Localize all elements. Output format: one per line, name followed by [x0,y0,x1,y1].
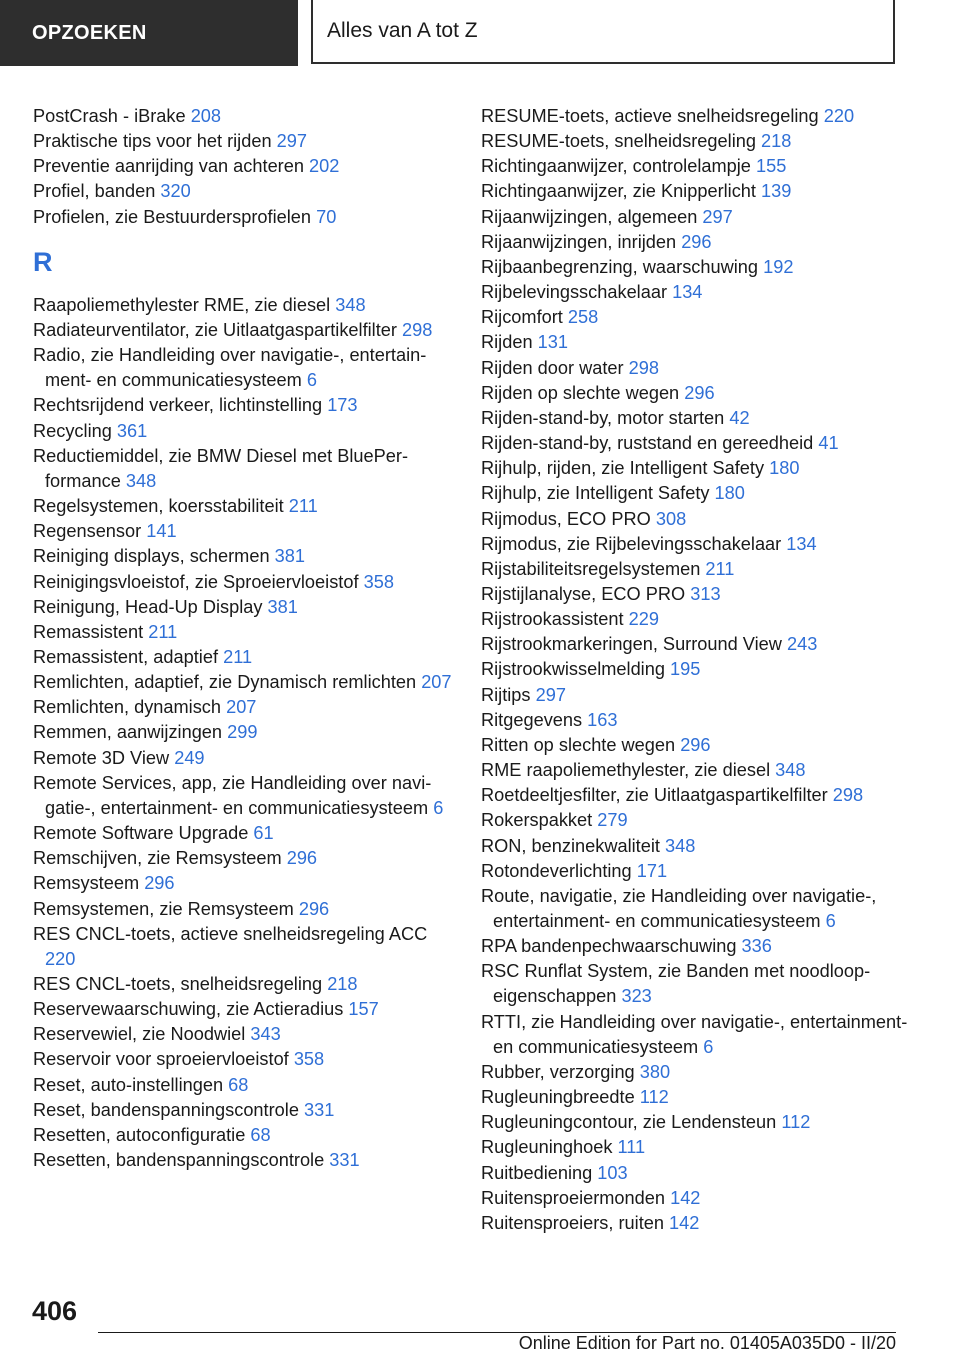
index-entry [481,1085,921,1110]
index-entry [481,657,921,682]
index-entry-text: RSC Runflat System, zie Banden met noodloopeigenschappen [481,961,871,1007]
index-entry-text: Ruitensproeiermonden [481,1187,666,1208]
index-entry-text: Preventie aanrijding van achteren [33,156,304,177]
index-entry-text: Reinigingsvloeistof, zie Sproeiervloeistof [33,571,359,592]
index-entry-text: Roetdeeltjesfilter, zie Uitlaatgaspartikelfilter [481,785,828,806]
index-entry-text: Ruitensproeiers, ruiten [481,1212,664,1233]
index-entry [481,1135,921,1160]
index-entry [33,670,453,695]
page-reference-link[interactable]: 171 [636,860,668,881]
page-reference-link[interactable]: 296 [684,382,715,403]
index-entry [481,154,921,179]
index-entry [481,179,921,204]
index-entry-text: Profielen, zie Bestuurdersprofielen [33,206,312,227]
index-entry [33,154,453,179]
index-entry-text: RME raapoliemethylester, zie diesel [481,760,771,781]
index-entry-text: PostCrash - iBrake [33,106,186,126]
index-entry-text: Radio, zie Handleiding over navigatie-, entertainment- en communicatiesysteem [33,345,427,391]
index-entry [481,783,921,808]
index-entry [33,1047,453,1072]
page-reference-link[interactable]: 331 [304,1099,335,1120]
page-reference-link[interactable]: 380 [639,1061,671,1082]
index-entry [33,821,453,846]
page-reference-link[interactable]: 211 [288,496,318,517]
page-reference-link[interactable]: 249 [174,747,205,768]
page-reference-link[interactable]: 358 [363,571,394,592]
index-entry [481,507,921,532]
index-entry-text: Rubber, verzorging [481,1061,635,1082]
index-entry-text: Rijhulp, zie Intelligent Safety [481,483,710,504]
page-reference-link[interactable]: 331 [329,1150,360,1171]
page-reference-link[interactable]: 112 [781,1112,811,1133]
index-entry-text: Rugleuningcontour, zie Lendensteun [481,1112,777,1133]
page-reference-link[interactable]: 202 [309,156,340,177]
index-entry [481,607,921,632]
index-entry-text: Rijden-stand-by, ruststand en gereedheid [481,433,814,454]
index-entry [481,1010,921,1060]
index-entry-text: Remmen, aanwijzingen [33,722,223,743]
page-reference-link[interactable]: 348 [125,470,157,491]
index-entry-text: Rijhulp, rijden, zie Intelligent Safety [481,458,765,479]
index-entry-text: Remote 3D View [33,747,170,768]
page-reference-link[interactable]: 299 [227,722,258,743]
page-reference-link[interactable]: 218 [327,974,358,994]
page-reference-link[interactable]: 157 [348,999,379,1020]
index-entry [481,557,921,582]
page-reference-link[interactable]: 313 [690,583,721,604]
index-entry [481,406,921,431]
index-entry-text: Resetten, autoconfiguratie [33,1124,246,1145]
index-entry [33,519,453,544]
index-entry-text: Reservewiel, zie Noodwiel [33,1024,246,1045]
index-entry-text: Reiniging displays, schermen [33,546,270,567]
index-entry-text: Rijmodus, ECO PRO [481,508,651,529]
index-entry-text: RES CNCL-toets, actieve snelheidsregeling ACC [33,923,428,944]
index-entry-text: Rijtips [481,684,531,705]
page-reference-link[interactable]: 229 [628,609,659,630]
index-entry [33,1022,453,1047]
page-reference-link[interactable]: 220 [45,948,76,969]
index-entry-text: Rugleuninghoek [481,1137,613,1158]
index-entry-text: Route, navigatie, zie Handleiding over navigatie-, entertainment- en communicatiesysteem [481,885,877,931]
index-entry [33,205,453,230]
index-entry [33,897,453,922]
index-entry [481,280,921,305]
page-reference-link[interactable]: 218 [761,131,792,152]
index-entry-text: Remassistent, adaptief [33,646,219,667]
index-entry-text: Rijbelevingsschakelaar [481,282,668,303]
section-tab[interactable]: OPZOEKEN [0,0,298,66]
page-reference-link[interactable]: 207 [226,697,257,718]
page-reference-link[interactable]: 6 [433,797,444,818]
index-entry-text: RESUME-toets, actieve snelheidsregeling [481,106,819,126]
page-reference-link[interactable]: 298 [832,785,864,806]
index-entry [481,532,921,557]
page-reference-link[interactable]: 70 [316,206,337,227]
page-reference-link[interactable]: 112 [639,1087,669,1108]
index-entry-text: Remsystemen, zie Remsysteem [33,898,294,919]
index-entry-text: Rijstrookwisselmelding [481,659,665,680]
index-entry-text: Remlichten, adaptief, zie Dynamisch remlichten [33,672,417,693]
page-reference-link[interactable]: 142 [669,1212,700,1233]
page-reference-link[interactable]: 111 [617,1137,646,1158]
index-entry-text: RES CNCL-toets, snelheidsregeling [33,974,323,994]
index-entry [481,859,921,884]
page-reference-link[interactable]: 243 [786,634,818,655]
index-entry-text: Richtingaanwijzer, zie Knipperlicht [481,181,756,202]
index-entry-text: Rijden door water [481,357,624,378]
page-reference-link[interactable]: 155 [755,156,787,177]
page-header [0,0,960,66]
index-entry [33,293,453,318]
index-entry [481,230,921,255]
index-entry [481,1211,921,1236]
index-entry-text: Rijstrookmarkeringen, Surround View [481,634,782,655]
index-entry [481,1161,921,1186]
page-reference-link[interactable]: 6 [825,911,836,931]
index-entry [33,570,453,595]
index-entry-text: Remassistent [33,621,144,642]
index-entry-text: Praktische tips voor het rijden [33,131,272,152]
index-entry-text: Profiel, banden [33,181,156,202]
index-entry [481,305,921,330]
index-entry-text: Richtingaanwijzer, controlelampje [481,156,751,177]
index-entry [33,1098,453,1123]
page-reference-link[interactable]: 297 [702,206,733,227]
page-reference-link[interactable]: 208 [190,106,222,126]
page-reference-link[interactable]: 323 [621,986,652,1007]
index-entry-text: Resetten, bandenspanningscontrole [33,1150,325,1171]
index-entry [33,494,453,519]
index-entry [481,834,921,859]
page-reference-link[interactable]: 207 [421,672,452,693]
page-reference-link[interactable]: 348 [664,835,696,856]
index-entry [33,922,453,972]
index-entry-text: Rijden op slechte wegen [481,382,680,403]
page-reference-link[interactable]: 381 [274,546,305,567]
index-entry-text: RPA bandenpechwaarschuwing [481,936,737,957]
index-entry [481,330,921,355]
page-reference-link[interactable]: 297 [535,684,566,705]
index-entry [481,456,921,481]
index-letter-heading: R [33,246,53,277]
page-reference-link[interactable]: 211 [223,646,253,667]
page-reference-link[interactable]: 192 [763,256,794,277]
index-entry-text: Reservewaarschuwing, zie Actieradius [33,999,344,1020]
index-entry [481,683,921,708]
index-entry [33,746,453,771]
index-entry [33,129,453,154]
index-entry [33,1123,453,1148]
index-entry [33,104,453,129]
index-entry [33,997,453,1022]
page-reference-link[interactable]: 279 [597,810,628,831]
page-reference-link[interactable]: 320 [160,181,191,202]
page-reference-link[interactable]: 41 [818,433,839,454]
page-reference-link[interactable]: 131 [537,332,568,353]
page-reference-link[interactable]: 6 [306,370,317,391]
index-entry [481,205,921,230]
page-reference-link[interactable]: 103 [597,1162,628,1183]
index-entry [33,1073,453,1098]
page-reference-link[interactable]: 296 [144,873,175,894]
index-column-left [33,104,453,1173]
index-entry-text: Rijaanwijzingen, algemeen [481,206,698,227]
index-entry [481,1186,921,1211]
index-entry-text: Rijmodus, zie Rijbelevingsschakelaar [481,533,782,554]
index-entry [33,771,453,821]
page-reference-link[interactable]: 139 [761,181,792,202]
index-entry-text: Ritten op slechte wegen [481,734,676,755]
page-reference-link[interactable]: 296 [298,898,330,919]
index-entry [481,255,921,280]
index-entry [481,884,921,934]
page-reference-link[interactable]: 68 [250,1124,271,1145]
index-entry-text: Remlichten, dynamisch [33,697,222,718]
index-entry [481,708,921,733]
index-entry [481,381,921,406]
page-reference-link[interactable]: 296 [286,848,318,869]
index-entry-text: Reset, bandenspanningscontrole [33,1099,299,1120]
index-entry [33,179,453,204]
index-entry [481,104,921,129]
index-entry-text: Rugleuningbreedte [481,1087,635,1108]
index-entry [33,1148,453,1173]
page-reference-link[interactable]: 163 [587,709,618,730]
page-reference-link[interactable]: 211 [148,621,178,642]
index-entry-text: Rijstijlanalyse, ECO PRO [481,583,686,604]
index-entry-text: Remsysteem [33,873,140,894]
page-reference-link[interactable]: 134 [786,533,817,554]
page-reference-link[interactable]: 358 [293,1049,325,1070]
index-entry-text: Remote Services, app, zie Handleiding over navigatie-, entertainment- en communicatiesysteem [33,772,432,818]
page-reference-link[interactable]: 141 [146,521,177,542]
index-entry [481,129,921,154]
index-entry [33,444,453,494]
page-reference-link[interactable]: 308 [655,508,687,529]
page-reference-link[interactable]: 258 [567,307,599,328]
index-entry [33,972,453,997]
index-entry [481,632,921,657]
index-entry [33,544,453,569]
index-entry-text: RON, benzinekwaliteit [481,835,660,856]
index-entry-text: Raapoliemethylester RME, zie diesel [33,294,331,315]
index-entry-text: Rechtsrijdend verkeer, lichtinstelling [33,395,323,416]
index-entry-text: Ritgegevens [481,709,583,730]
page-reference-link[interactable]: 6 [703,1036,714,1057]
index-entry-text: Rijcomfort [481,307,563,328]
index-entry [33,620,453,645]
page-reference-link[interactable]: 68 [228,1074,249,1095]
page-reference-link[interactable]: 180 [769,458,800,479]
index-entry-text: Reservoir voor sproeiervloeistof [33,1049,289,1070]
index-column-right [481,104,921,1236]
index-entry [481,758,921,783]
index-entry-text: Regelsystemen, koersstabiliteit [33,496,284,517]
page-reference-link[interactable]: 42 [729,407,750,428]
page-reference-link[interactable]: 361 [116,420,148,441]
page-reference-link[interactable]: 180 [714,483,745,504]
index-entry [33,871,453,896]
index-entry [33,343,453,393]
page-reference-link[interactable]: 348 [335,294,366,315]
page-reference-link[interactable]: 297 [276,131,307,152]
index-entry [481,481,921,506]
index-entry-text: Rokerspakket [481,810,593,831]
page-reference-link[interactable]: 381 [267,596,298,617]
index-entry [481,582,921,607]
index-entry-text: Rijaanwijzingen, inrijden [481,231,677,252]
index-entry [33,720,453,745]
index-entry-text: Remschijven, zie Remsysteem [33,848,282,869]
page-reference-link[interactable]: 173 [327,395,358,416]
page-reference-link[interactable]: 348 [775,760,806,781]
index-entry [481,808,921,833]
index-entry [481,431,921,456]
page-reference-link[interactable]: 336 [741,936,772,957]
index-entry [481,1110,921,1135]
page-reference-link[interactable]: 296 [681,231,712,252]
index-entry-text: Ruitbediening [481,1162,593,1183]
index-entry-text: Rotondeverlichting [481,860,632,881]
page-reference-link[interactable]: 296 [680,734,711,755]
index-entry-text: RTTI, zie Handleiding over navigatie-, entertainment- en communicatiesysteem [481,1011,908,1057]
index-entry [33,393,453,418]
index-entry-text: Reset, auto-instellingen [33,1074,224,1095]
index-entry-text: Rijstrookassistent [481,609,624,630]
page-reference-link[interactable]: 211 [705,558,735,579]
edition-info: Online Edition for Part no. 01405A035D0 - II/20 [518,1333,896,1353]
page-reference-link[interactable]: 220 [823,106,855,126]
index-entry-text: Rijden [481,332,533,353]
index-entry [481,934,921,959]
page-reference-link[interactable]: 142 [670,1187,701,1208]
index-entry-text: RESUME-toets, snelheidsregeling [481,131,756,152]
page-reference-link[interactable]: 134 [672,282,703,303]
index-entry [33,695,453,720]
index-entry-text: Rijstabiliteitsregelsystemen [481,558,701,579]
page-reference-link[interactable]: 343 [250,1024,281,1045]
index-entry [481,733,921,758]
index-entry-text: Rijbaanbegrenzing, waarschuwing [481,256,759,277]
index-entry [33,846,453,871]
index-entry-text: Recycling [33,420,112,441]
index-entry [481,959,921,1009]
index-entry-text: Remote Software Upgrade [33,823,249,844]
page-reference-link[interactable]: 195 [670,659,701,680]
index-entry [481,1060,921,1085]
page-reference-link[interactable]: 298 [402,319,433,340]
index-entry [33,419,453,444]
page-number: 406 [32,1296,78,1326]
index-entry-text: Reinigung, Head-Up Display [33,596,263,617]
index-entry [33,595,453,620]
page-reference-link[interactable]: 298 [628,357,659,378]
index-entry [33,318,453,343]
index-entry-text: Regensensor [33,521,142,542]
index-entry [33,645,453,670]
index-entry-text: Reductiemiddel, zie BMW Diesel met BluePerformance [33,445,408,491]
index-entry [481,356,921,381]
index-entry-text: Radiateurventilator, zie Uitlaatgaspartikelfilter [33,319,397,340]
chapter-title: Alles van A tot Z [311,0,895,64]
index-entry-text: Rijden-stand-by, motor starten [481,407,725,428]
page-reference-link[interactable]: 61 [253,823,274,844]
